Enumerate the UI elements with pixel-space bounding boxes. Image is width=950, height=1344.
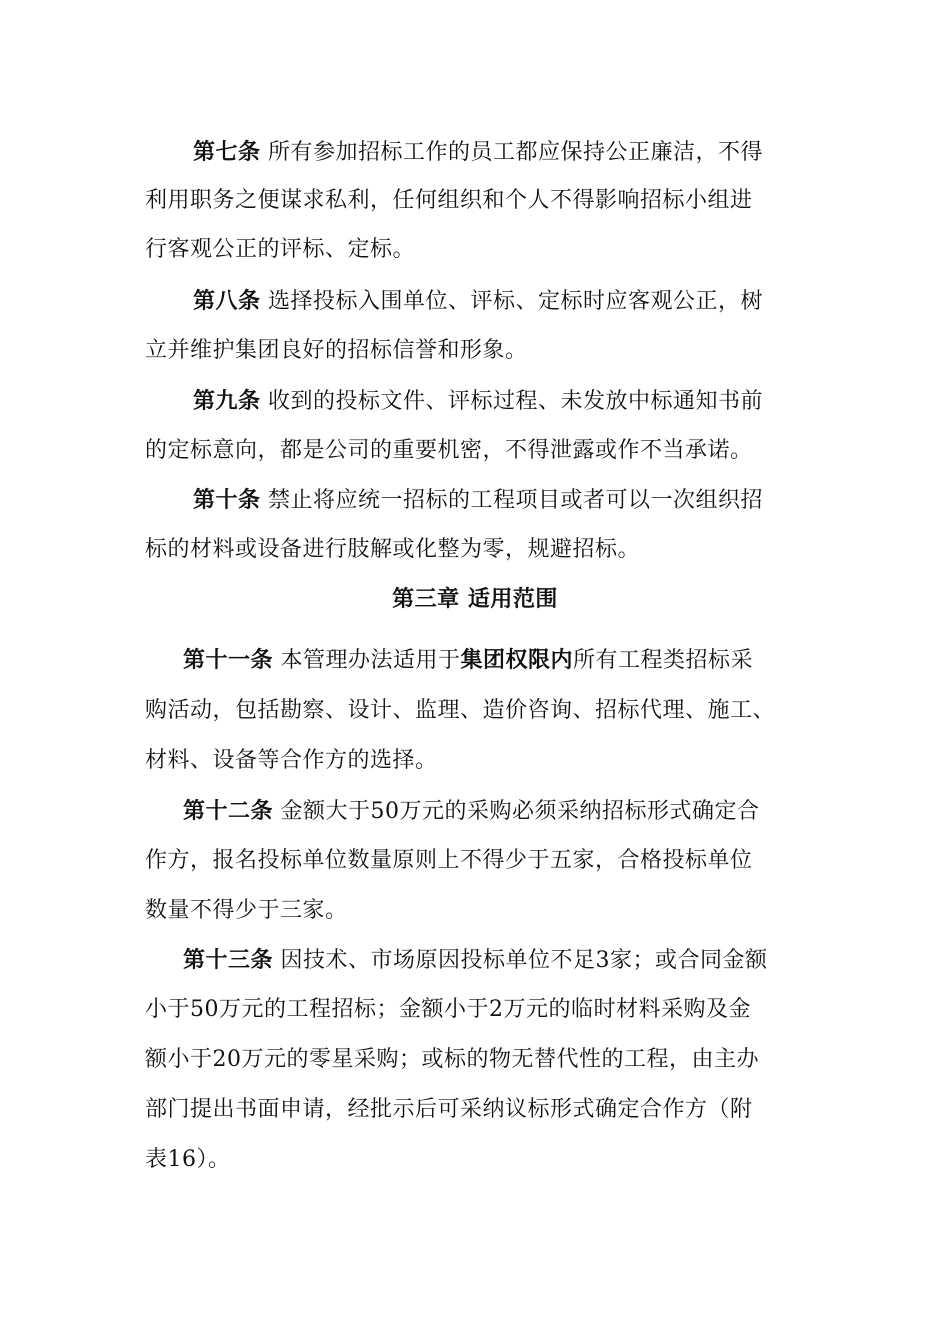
article-11-line-3: 材料、设备等合作方的选择。: [145, 748, 438, 773]
article-10-line-1: [193, 486, 763, 516]
article-7-label: 第七条: [193, 140, 261, 165]
article-7-line-1: [193, 138, 763, 168]
article-7-text-1: 所有参加招标工作的员工都应保持公正廉洁，不得: [260, 140, 764, 165]
article-13-text-1: 因技术、市场原因投标单位不足3家；或合同金额: [273, 948, 768, 973]
article-11-line-2: 购活动，包括勘察、设计、监理、造价咨询、招标代理、施工、: [145, 698, 776, 723]
article-13-label: 第十三条: [183, 948, 274, 973]
article-12-line-3: 数量不得少于三家。: [145, 898, 348, 923]
article-9-line-1: [193, 387, 763, 417]
article-7-line-2: 利用职务之便谋求私利，任何组织和个人不得影响招标小组进: [145, 188, 753, 213]
article-11-text-1c: 所有工程类招标采: [573, 648, 754, 673]
article-8-text-1: 选择投标入围单位、评标、定标时应客观公正，树: [260, 289, 764, 314]
article-13-line-5: 表16）。: [145, 1147, 231, 1172]
article-9-text-1: 收到的投标文件、评标过程、未发放中标通知书前: [260, 389, 764, 414]
article-11-line-1: [183, 646, 753, 676]
article-11-text-1a: 本管理办法适用于: [273, 648, 461, 673]
article-8-line-1: [193, 287, 763, 317]
article-13-line-3: 额小于20万元的零星采购；或标的物无替代性的工程，由主办: [145, 1047, 759, 1072]
article-13-line-1: [183, 946, 768, 976]
article-11-label: 第十一条: [183, 648, 274, 673]
article-12-text-1: 金额大于50万元的采购必须采纳招标形式确定合: [273, 799, 760, 824]
article-13-line-2: 小于50万元的工程招标；金额小于2万元的临时材料采购及金: [145, 997, 751, 1022]
article-10-label: 第十条: [193, 488, 261, 513]
article-8-label: 第八条: [193, 289, 261, 314]
article-12-line-1: [183, 797, 760, 827]
article-10-line-2: 标的材料或设备进行肢解或化整为零，规避招标。: [145, 537, 641, 562]
article-9-line-2: 的定标意向，都是公司的重要机密，不得泄露或作不当承诺。: [145, 438, 753, 463]
article-7-line-3: 行客观公正的评标、定标。: [145, 237, 416, 262]
article-8-line-2: 立并维护集团良好的招标信誉和形象。: [145, 338, 528, 363]
article-13-line-4: 部门提出书面申请，经批示后可采纳议标形式确定合作方（附: [145, 1097, 753, 1122]
article-12-label: 第十二条: [183, 799, 274, 824]
chapter-3-heading: 第三章 适用范围: [392, 587, 558, 612]
article-12-line-2: 作方，报名投标单位数量原则上不得少于五家，合格投标单位: [145, 848, 753, 873]
article-10-text-1: 禁止将应统一招标的工程项目或者可以一次组织招: [260, 488, 764, 513]
article-11-emphasis: 集团权限内: [460, 648, 574, 673]
article-9-label: 第九条: [193, 389, 261, 414]
